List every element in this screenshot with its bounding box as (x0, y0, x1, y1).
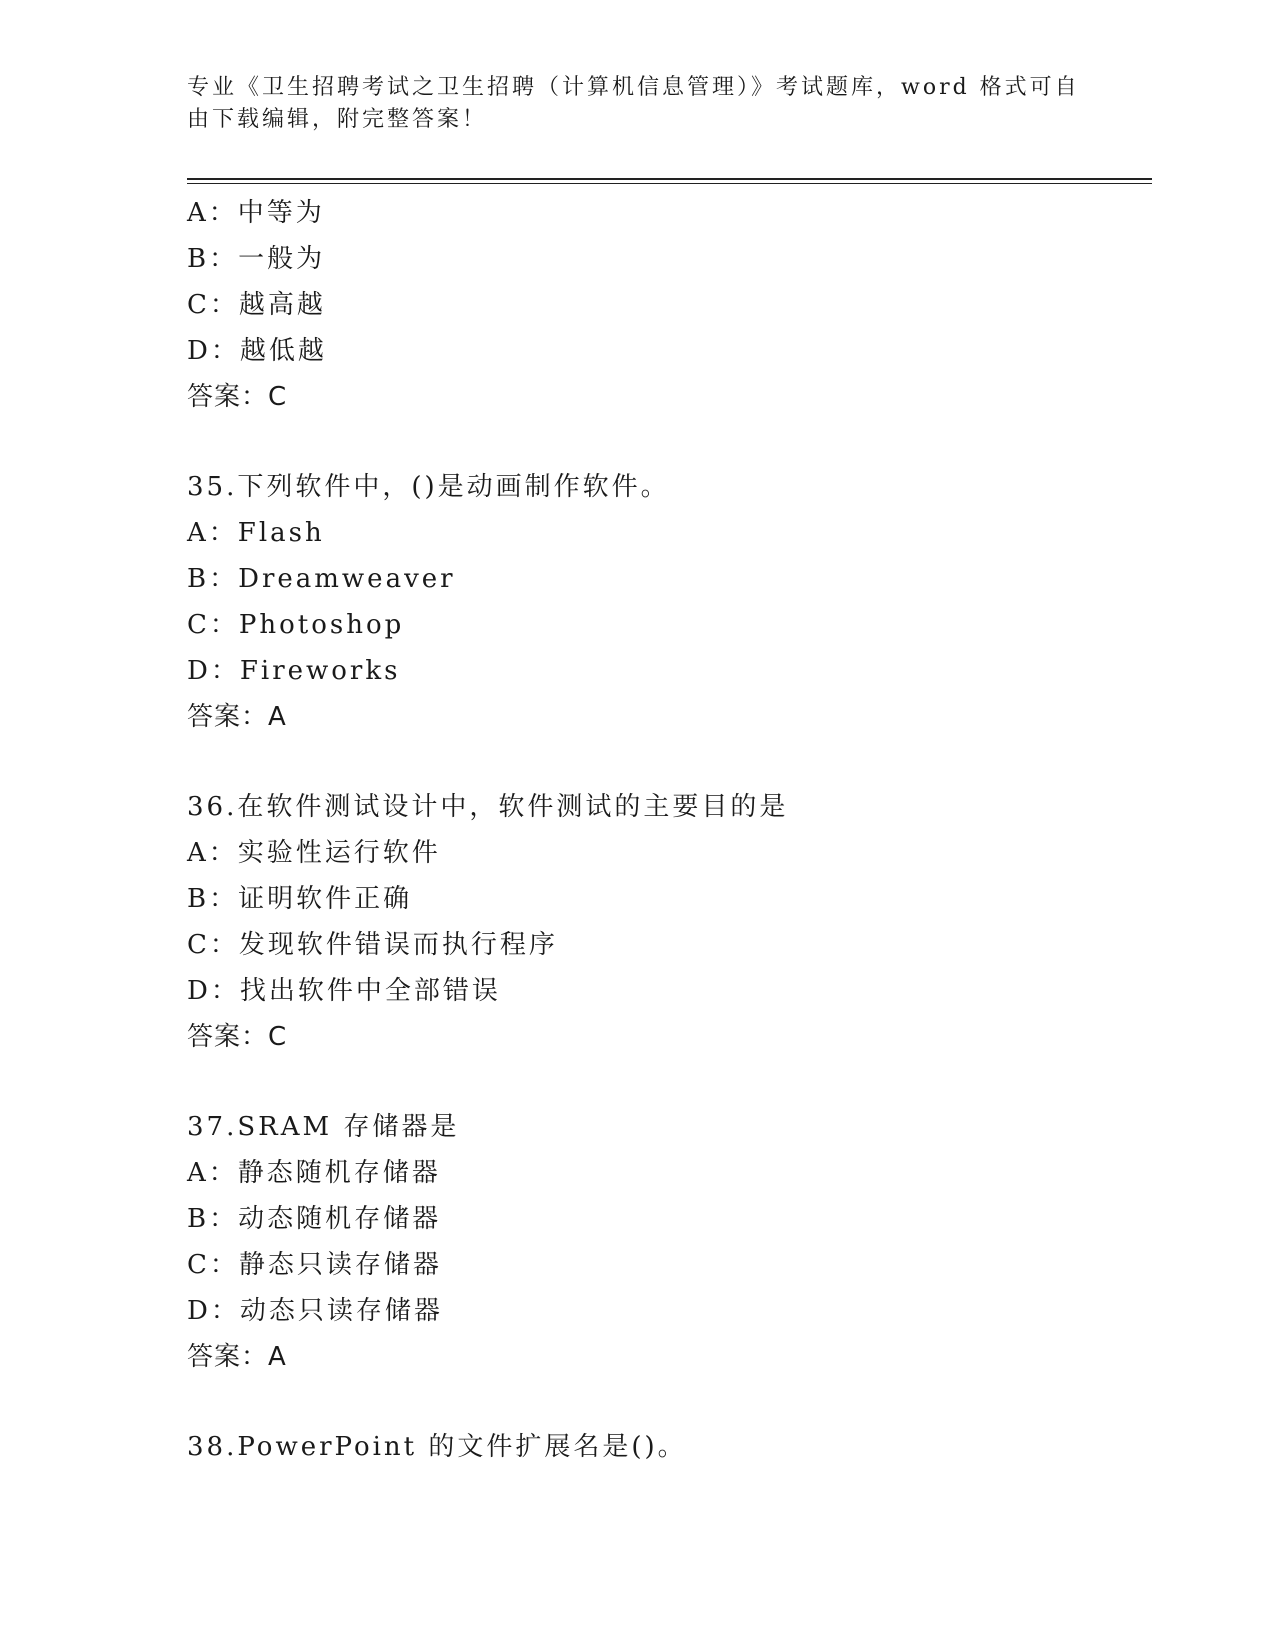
question-34-option-b: B：一般为 (187, 244, 326, 274)
question-35-option-a: A：Flash (187, 518, 325, 548)
question-35-option-b: B：Dreamweaver (187, 564, 456, 594)
question-37-block (187, 1104, 1147, 1380)
question-37-option-c: C：静态只读存储器 (187, 1250, 442, 1280)
header-line-2: 由下载编辑，附完整答案！ (187, 107, 488, 132)
question-34-option-d: D：越低越 (187, 336, 327, 366)
spacer (187, 740, 1147, 784)
question-36-text: 36.在软件测试设计中，软件测试的主要目的是 (187, 792, 789, 822)
document-header (187, 72, 1087, 136)
question-36-option-b: B：证明软件正确 (187, 884, 413, 914)
header-divider-thick (187, 178, 1152, 180)
question-34-block (187, 190, 1147, 420)
spacer (187, 420, 1147, 464)
question-35-option-c: C：Photoshop (187, 610, 405, 640)
header-divider-thin (187, 183, 1152, 184)
question-38-block (187, 1424, 1147, 1470)
question-34-option-a: A：中等为 (187, 198, 325, 228)
question-list (187, 190, 1147, 1470)
question-37-answer: 答案：A (187, 1342, 287, 1372)
question-36-block (187, 784, 1147, 1060)
question-37-option-b: B：动态随机存储器 (187, 1204, 442, 1234)
question-36-answer: 答案：C (187, 1022, 288, 1052)
question-38-text: 38.PowerPoint 的文件扩展名是()。 (187, 1432, 687, 1462)
question-36-option-a: A：实验性运行软件 (187, 838, 441, 868)
question-35-text: 35.下列软件中，()是动画制作软件。 (187, 472, 670, 502)
question-37-option-d: D：动态只读存储器 (187, 1296, 443, 1326)
question-37-text: 37.SRAM 存储器是 (187, 1112, 460, 1142)
question-36-option-c: C：发现软件错误而执行程序 (187, 930, 558, 960)
header-line-1: 专业《卫生招聘考试之卫生招聘（计算机信息管理）》考试题库，word 格式可自 (187, 75, 1080, 100)
question-37-option-a: A：静态随机存储器 (187, 1158, 441, 1188)
question-35-block (187, 464, 1147, 740)
spacer (187, 1060, 1147, 1104)
question-35-option-d: D：Fireworks (187, 656, 401, 686)
question-34-option-c: C：越高越 (187, 290, 326, 320)
question-36-option-d: D：找出软件中全部错误 (187, 976, 501, 1006)
spacer (187, 1380, 1147, 1424)
question-35-answer: 答案：A (187, 702, 287, 732)
question-34-answer: 答案：C (187, 382, 288, 412)
